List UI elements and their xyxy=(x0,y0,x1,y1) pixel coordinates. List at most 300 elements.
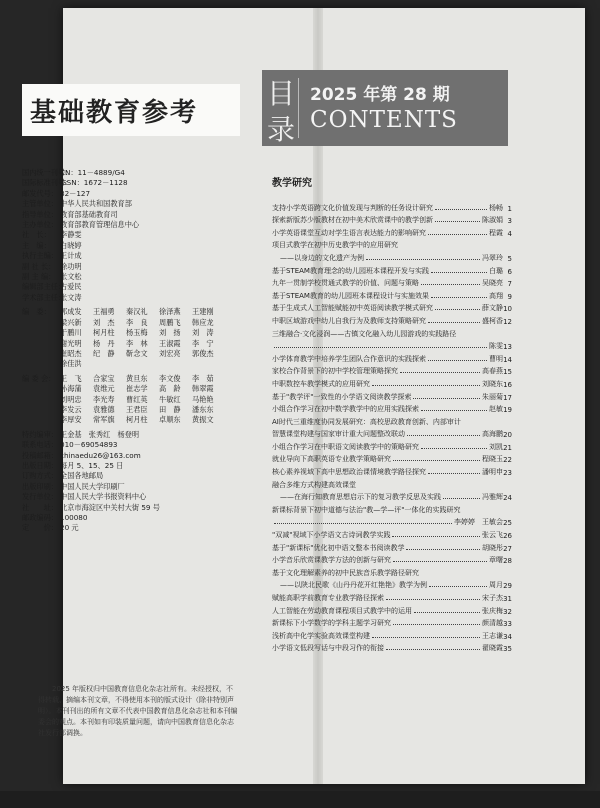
toc-title: 小学音乐欣赏课教学方法的创新与研究 xyxy=(272,556,391,565)
info-row xyxy=(22,440,244,450)
toc-title: AI时代三重维度协同发展研究：高校思政教育创新、内部审计 xyxy=(272,417,461,426)
toc-author: 程霞 xyxy=(489,228,503,237)
toc-entry[interactable] xyxy=(272,439,512,452)
toc-page: 26 xyxy=(503,532,512,541)
info-row xyxy=(22,272,244,282)
toc-author: 王志谦 xyxy=(482,631,503,640)
toc-page: 20 xyxy=(503,431,512,440)
info-value: 徐功明 xyxy=(60,261,82,271)
toc-title: 赋能高职学前教育专业教学路径探索 xyxy=(272,594,384,602)
header-divider xyxy=(298,78,299,138)
toc-author: 张云飞 xyxy=(482,531,503,540)
info-value: 中国人民大学印刷厂 xyxy=(60,481,125,491)
info-value: 010－69054893 xyxy=(60,440,118,450)
member-name: 田 静 xyxy=(159,404,181,414)
toc-author: 李婷婷 王敏会 xyxy=(454,518,503,527)
info-key: 联系电话： xyxy=(22,440,58,450)
member-name: 崔志学 xyxy=(126,384,148,394)
toc-title: 探索新版苏少版教材在初中美术欣赏课中的教学创新 xyxy=(272,216,433,225)
toc-entry[interactable] xyxy=(272,225,512,238)
name-row xyxy=(60,328,219,338)
toc-title: 就业导向下高职英语专业教学策略研究 xyxy=(272,455,391,464)
member-name: 韩翠霞 xyxy=(192,384,214,394)
committee-block xyxy=(22,374,244,426)
mulu-char-1: 目 xyxy=(267,77,296,110)
toc-author: 颜清越 xyxy=(482,619,503,628)
name-row xyxy=(60,395,219,405)
info-value: chinaedu26@163.com xyxy=(60,450,141,460)
info-row xyxy=(22,293,244,303)
member-name: 李 良 xyxy=(126,317,148,327)
member-name: 周鹏飞 xyxy=(159,317,181,327)
toc-title: "双减"视域下小学语文古诗词教学实践 xyxy=(272,531,391,540)
toc-entry[interactable] xyxy=(272,490,512,503)
toc-page: 28 xyxy=(503,557,512,566)
info-key: 指导单位： xyxy=(22,209,58,219)
masthead-info xyxy=(22,168,244,534)
info-row xyxy=(22,210,244,220)
toc-leader-dots xyxy=(366,259,480,260)
info-row xyxy=(22,430,244,440)
info-row xyxy=(22,503,244,513)
toc-author: 朱丽菊 xyxy=(482,392,503,401)
member-name: 崔昭杰 xyxy=(60,348,82,358)
toc-page: 27 xyxy=(503,544,512,553)
committee-label: 编 委 会： xyxy=(22,373,56,383)
member-name: 孙海蒲 xyxy=(60,384,82,394)
toc-author: 赵敏 xyxy=(489,405,503,414)
member-name: 秦汉礼 xyxy=(126,307,148,317)
info-key: 社 址： xyxy=(22,502,58,512)
toc-title: 基于STEAM教育的幼儿园班本课程设计与实施效果 xyxy=(272,291,429,300)
info-value: 张文松 xyxy=(60,272,82,282)
editors-label: 编 委： xyxy=(22,307,51,317)
toc-title: 中职区域游戏中幼儿自我行为及教师支持策略研究 xyxy=(272,316,426,325)
toc-author: 冯翠玲 xyxy=(482,253,503,262)
member-name: 王 飞 xyxy=(60,373,82,383)
member-name: 李发云 xyxy=(60,404,82,414)
toc-entry[interactable] xyxy=(272,427,512,440)
toc-entry[interactable] xyxy=(272,540,512,553)
info-key: 主 编： xyxy=(22,240,51,250)
toc-title: 智慧课堂构建与国家审计重大问题整改联动 xyxy=(272,430,405,439)
toc-author: 胡晓彤 xyxy=(482,543,503,552)
toc-leader-dots xyxy=(428,322,480,323)
toc-leader-dots xyxy=(386,599,480,600)
toc-title: ——在海行知教育思想启示下的复习教学反思及实践 xyxy=(280,493,441,502)
info-row xyxy=(22,461,244,471)
info-value: 北京市海淀区中关村大街 59 号 xyxy=(60,502,160,512)
toc-leader-dots xyxy=(421,410,487,411)
info-value: ISSN：1672－1128 xyxy=(60,178,128,188)
toc-leader-dots xyxy=(406,549,480,550)
member-name: 刘 涛 xyxy=(192,328,214,338)
info-key: 副 主 编： xyxy=(22,272,56,282)
toc-title: 中职数控车教学模式的应用研究 xyxy=(272,379,370,388)
toc-page: 17 xyxy=(503,393,512,402)
member-name: 牛敏红 xyxy=(159,394,181,404)
info-row xyxy=(22,282,244,292)
member-name: 杨玉梅 xyxy=(126,328,148,338)
info-key: 投稿邮箱： xyxy=(22,450,58,460)
info-row xyxy=(22,262,244,272)
info-key: 邮发代号： xyxy=(22,188,58,198)
toc-page: 1 xyxy=(507,204,512,213)
section-title: 教学研究 xyxy=(272,178,312,189)
magazine-title: 基础教育参考 xyxy=(30,98,199,128)
info-key: 出版日期： xyxy=(22,460,58,470)
member-name: 李 林 xyxy=(126,338,148,348)
toc-entry[interactable] xyxy=(272,313,512,326)
toc-entry[interactable] xyxy=(272,351,512,364)
toc-leader-dots xyxy=(393,460,480,461)
toc-entry[interactable] xyxy=(272,616,512,629)
toc-leader-dots xyxy=(443,498,480,499)
member-name: 黄旦东 xyxy=(126,373,148,383)
info-key: 社 长： xyxy=(22,230,51,240)
toc-title: 小学语文低段写话与中段习作的衔接 xyxy=(272,644,384,653)
toc-entry[interactable] xyxy=(272,339,512,352)
member-name: 高 龄 xyxy=(159,384,181,394)
toc-title: 小学体育教学中培养学生团队合作意识的实践探索 xyxy=(272,354,426,363)
name-row xyxy=(60,307,219,317)
toc-entry[interactable] xyxy=(272,364,512,377)
toc-entry[interactable] xyxy=(272,628,512,641)
toc-author: 翟晓霞 xyxy=(482,644,503,653)
toc-author: 高翔 xyxy=(489,291,503,300)
toc-entry[interactable] xyxy=(272,213,512,226)
contents-label: CONTENTS xyxy=(310,107,458,133)
member-name: 李光寿 xyxy=(93,394,115,404)
toc-title: 项目式教学在初中历史教学中的应用研究 xyxy=(272,241,398,250)
info-key: 邮政编码： xyxy=(22,513,58,522)
toc-entry-continued xyxy=(272,565,512,578)
name-row xyxy=(60,384,219,394)
member-name: 纪 静 xyxy=(93,348,115,358)
toc-leader-dots xyxy=(414,612,480,613)
info-row xyxy=(22,220,244,230)
member-name: 刘宏亮 xyxy=(159,348,181,358)
toc-page: 19 xyxy=(503,406,512,415)
toc-page: 13 xyxy=(503,343,512,352)
mulu-char-2: 录 xyxy=(267,113,296,146)
toc-page: 7 xyxy=(507,280,512,289)
info-key: 副 社 长： xyxy=(22,261,56,271)
name-row xyxy=(60,359,219,369)
member-name xyxy=(159,359,186,369)
toc-title: 浅析高中化学实验高效课堂构建 xyxy=(272,631,370,640)
member-name: 王建刚 xyxy=(192,307,214,317)
info-value: 100080 xyxy=(60,513,88,522)
member-name: 李厚安 xyxy=(60,415,82,425)
toc-author: 程晓玉 xyxy=(482,455,503,464)
member-name: 王君臣 xyxy=(126,404,148,414)
toc-leader-dots xyxy=(421,448,487,449)
toc-leader-dots xyxy=(393,624,480,625)
toc-title: 基于生成式人工智能赋能初中英语阅读教学模式研究 xyxy=(272,304,433,313)
member-name: 徐泽燕 xyxy=(159,307,181,317)
name-row xyxy=(60,374,219,384)
info-value: CN：11－4889/G4 xyxy=(60,168,125,177)
member-name: 李 茹 xyxy=(192,373,214,383)
toc-entry[interactable] xyxy=(272,288,512,301)
info-key: 发行单位： xyxy=(22,492,58,502)
toc-title: 新课标下小学数学的学科主题学习研究 xyxy=(272,619,391,628)
member-name: 柯月柱 xyxy=(93,328,115,338)
toc-author: 冯雅辉 xyxy=(482,493,503,502)
info-value: 82－127 xyxy=(60,188,91,198)
info-key: 出版印刷： xyxy=(22,481,58,491)
info-row xyxy=(22,492,244,502)
toc-title: 小组合作学习在中职语文阅读教学中的策略研究 xyxy=(272,442,419,451)
toc-leader-dots xyxy=(428,473,480,474)
info-value: 中华人民共和国教育部 xyxy=(60,199,132,209)
toc-author: 潘明申 xyxy=(482,468,503,477)
toc-entry[interactable] xyxy=(272,389,512,402)
toc-title: 人工智能在劳动教育课程项目式教学中的运用 xyxy=(272,606,412,615)
toc-title: 支持小学英语跨文化价值发现与判断的任务设计研究 xyxy=(272,203,433,212)
toc-entry[interactable] xyxy=(272,578,512,591)
info-key: 执行主编： xyxy=(22,251,58,261)
toc-leader-dots xyxy=(372,637,480,638)
toc-entry[interactable] xyxy=(272,402,512,415)
info-row xyxy=(22,241,244,251)
toc-page: 34 xyxy=(503,632,512,641)
member-name: 卓顺东 xyxy=(159,415,181,425)
toc-entry[interactable] xyxy=(272,276,512,289)
info-value: 李静雯 xyxy=(60,230,82,240)
toc-leader-dots xyxy=(274,347,487,348)
toc-author: 陈淑娟 xyxy=(482,216,503,225)
toc-page: 16 xyxy=(503,380,512,389)
toc-author: 刘晓东 xyxy=(482,379,503,388)
toc-leader-dots xyxy=(431,297,487,298)
member-name: 袁维元 xyxy=(93,384,115,394)
toc-entry[interactable] xyxy=(272,553,512,566)
info-value: 20 元 xyxy=(60,523,79,533)
info-row xyxy=(22,189,244,199)
member-name: 潘东东 xyxy=(192,404,214,414)
member-name: 王福勇 xyxy=(93,307,115,317)
member-name: 曹红英 xyxy=(126,394,148,404)
toc-entry[interactable] xyxy=(272,515,512,528)
info-key: 定 价： xyxy=(22,523,58,533)
toc-entry[interactable] xyxy=(272,376,512,389)
member-name: 靳念文 xyxy=(126,348,148,358)
info-row xyxy=(22,168,244,178)
member-name: 马艳艳 xyxy=(192,394,214,404)
member-name: 李 宁 xyxy=(192,338,214,348)
toc-entry-continued xyxy=(272,238,512,251)
toc-title: ——以身边的文化遗产为例 xyxy=(280,253,364,262)
toc-author: 章曙 xyxy=(489,556,503,565)
toc-leader-dots xyxy=(407,435,480,436)
toc-entry[interactable] xyxy=(272,603,512,616)
toc-page: 3 xyxy=(507,217,512,226)
info-row xyxy=(22,251,244,261)
toc-page: 5 xyxy=(507,254,512,263)
info-row xyxy=(22,513,244,523)
toc-entry[interactable] xyxy=(272,590,512,603)
info-row xyxy=(22,178,244,188)
member-name: 徐佳洪 xyxy=(60,359,82,369)
info-key: 学术部主任： xyxy=(22,292,66,302)
toc-page: 31 xyxy=(503,595,512,603)
toc-author: 周月 xyxy=(489,581,503,590)
info-value: 占爱民 xyxy=(60,282,82,292)
toc-author: 张庆梅 xyxy=(482,606,503,615)
toc-entry[interactable] xyxy=(272,641,512,654)
member-name: 袁雅德 xyxy=(93,404,115,414)
member-name: 谢光明 xyxy=(60,338,82,348)
toc-leader-dots xyxy=(435,209,487,210)
toc-entry[interactable] xyxy=(272,301,512,314)
info-row xyxy=(22,482,244,492)
toc-title: 核心素养视域下高中思想政治课情境教学路径探究 xyxy=(272,468,426,477)
member-name: 韩应龙 xyxy=(192,317,214,327)
toc-author: 曹明 xyxy=(489,354,503,363)
toc-title: 家校合作背景下的初中学校管理策略探究 xyxy=(272,367,398,376)
toc-title: 新课标背景下初中道德与法治"教—学—评"一体化的实践研究 xyxy=(272,505,461,514)
toc-entry-continued xyxy=(272,414,512,427)
toc-title: 九年一贯制学校贯通式教学的价值、问题与策略 xyxy=(272,279,419,288)
issue-number: 2025 年第 28 期 xyxy=(310,85,450,105)
toc-page: 23 xyxy=(503,469,512,478)
toc-page: 24 xyxy=(503,494,512,503)
toc-leader-dots xyxy=(413,398,480,399)
toc-author: 盛柯香 xyxy=(482,316,503,325)
info-key: 订购方式： xyxy=(22,471,58,481)
toc-leader-dots xyxy=(431,272,487,273)
toc-page: 35 xyxy=(503,645,512,654)
toc-page: 9 xyxy=(507,292,512,301)
toc-leader-dots xyxy=(372,385,480,386)
toc-author: 高春燕 xyxy=(482,367,503,376)
toc-author: 刘凯 xyxy=(489,442,503,451)
toc-entry[interactable] xyxy=(272,263,512,276)
member-name: 黄振文 xyxy=(192,415,214,425)
info-value: 教育部教育管理信息中心 xyxy=(60,220,140,230)
toc-leader-dots xyxy=(429,586,487,587)
name-row xyxy=(60,318,219,328)
info-key: 主管单位： xyxy=(22,199,58,209)
name-row xyxy=(60,339,219,349)
member-name: 刘 扬 xyxy=(159,328,181,338)
toc-title: 小学英语课堂互动对学生语言表达能力的影响研究 xyxy=(272,228,426,237)
editors-block xyxy=(22,307,244,369)
toc-leader-dots xyxy=(386,649,480,650)
info-row xyxy=(22,523,244,533)
member-name: 合家宝 xyxy=(93,373,115,383)
toc-page: 32 xyxy=(503,607,512,616)
toc-entry[interactable] xyxy=(272,464,512,477)
toc-leader-dots xyxy=(393,561,487,562)
toc-leader-dots xyxy=(428,234,487,235)
toc-entry[interactable] xyxy=(272,527,512,540)
info-value: 王金基 张秀红 杨登明 xyxy=(60,429,140,439)
copyright-notice: 2025 年版权归中国教育信息化杂志社所有。未经授权，不得转载、摘编本刊文章，不得使用本刊的版式设计（除非特别声明）。本刊刊出的所有文章不代表中国教育信息化杂志社和本刊编委会的观点。本刊如有印装质量问题，请向中国教育信息化杂志社发行部调换。 xyxy=(38,685,238,737)
toc-page: 6 xyxy=(507,267,512,276)
toc-page: 12 xyxy=(503,317,512,326)
toc-entry-continued xyxy=(272,326,512,339)
info-value: 中国人民大学书报资料中心 xyxy=(60,492,147,502)
info-value: 王计成 xyxy=(60,251,82,261)
name-row xyxy=(60,405,219,415)
toc-title: 基于STEAM教育理念的幼儿园班本课程开发与实践 xyxy=(272,266,429,275)
member-name: 梁兴新 xyxy=(60,317,82,327)
toc-author: 吴晓亮 xyxy=(482,279,503,288)
toc-page: 22 xyxy=(503,456,512,465)
info-value: 教育部基础教育司 xyxy=(60,209,118,219)
toc-title: 融合多维方式构建高效课堂 xyxy=(272,480,356,489)
member-name: 刘明忠 xyxy=(60,394,82,404)
member-name: 于鹏川 xyxy=(60,328,82,338)
toc-author: 陈雯 xyxy=(489,342,503,351)
toc-page: 15 xyxy=(503,368,512,377)
toc-page: 21 xyxy=(503,443,512,452)
toc-page: 14 xyxy=(503,355,512,364)
toc-author: 薛文静 xyxy=(482,304,503,313)
toc-leader-dots xyxy=(421,284,480,285)
toc-page: 10 xyxy=(503,305,512,314)
toc-entry[interactable] xyxy=(272,250,512,263)
toc-entry-continued xyxy=(272,502,512,515)
member-name xyxy=(192,359,219,369)
member-name: 郭成发 xyxy=(60,307,82,317)
member-name: 杨 丹 xyxy=(93,338,115,348)
toc-page: 4 xyxy=(507,229,512,238)
table-of-contents xyxy=(272,200,512,653)
info-key: 主办单位： xyxy=(22,220,58,230)
toc-entry[interactable] xyxy=(272,200,512,213)
member-name: 刘 杰 xyxy=(93,317,115,327)
toc-page: 33 xyxy=(503,620,512,629)
info-row xyxy=(22,451,244,461)
toc-author: 白璐 xyxy=(489,266,503,275)
toc-author: 宋子杰 xyxy=(482,594,503,602)
info-value: 全国各地邮局 xyxy=(60,471,104,481)
info-value: 每月 5、15、25 日 xyxy=(60,460,124,470)
member-name: 常军旗 xyxy=(93,415,115,425)
toc-entry[interactable] xyxy=(272,452,512,465)
info-row xyxy=(22,471,244,481)
toc-title: ——以陕北民歌《山丹丹花开红艳艳》教学为例 xyxy=(280,581,427,590)
info-key: 国内统一刊号： xyxy=(22,168,73,177)
toc-author: 高海鹏 xyxy=(482,430,503,439)
info-row xyxy=(22,230,244,240)
member-name xyxy=(126,359,153,369)
toc-title: 基于"新课标"优化初中语文整本书阅读教学 xyxy=(272,543,405,552)
toc-entry-continued xyxy=(272,477,512,490)
info-key: 国际标准刊号： xyxy=(22,178,73,188)
toc-title: 基于文化理解素养的初中民族音乐教学路径研究 xyxy=(272,568,419,577)
toc-leader-dots xyxy=(392,536,480,537)
info-key: 编辑部主任： xyxy=(22,282,66,292)
toc-leader-dots xyxy=(435,309,480,310)
member-name: 柯月柱 xyxy=(126,415,148,425)
toc-title: 三维融合·文化浸润——古镇文化融入幼儿园游戏的实践路径 xyxy=(272,329,457,338)
toc-leader-dots xyxy=(274,523,452,524)
member-name: 王淑霞 xyxy=(159,338,181,348)
info-value: 张文涛 xyxy=(60,292,82,302)
info-value: 白晓婷 xyxy=(60,240,82,250)
member-name: 郭俊杰 xyxy=(192,348,214,358)
info-key: 特约编审： xyxy=(22,429,58,439)
toc-leader-dots xyxy=(400,372,480,373)
info-row xyxy=(22,199,244,209)
toc-page: 25 xyxy=(503,519,512,528)
toc-leader-dots xyxy=(435,221,480,222)
